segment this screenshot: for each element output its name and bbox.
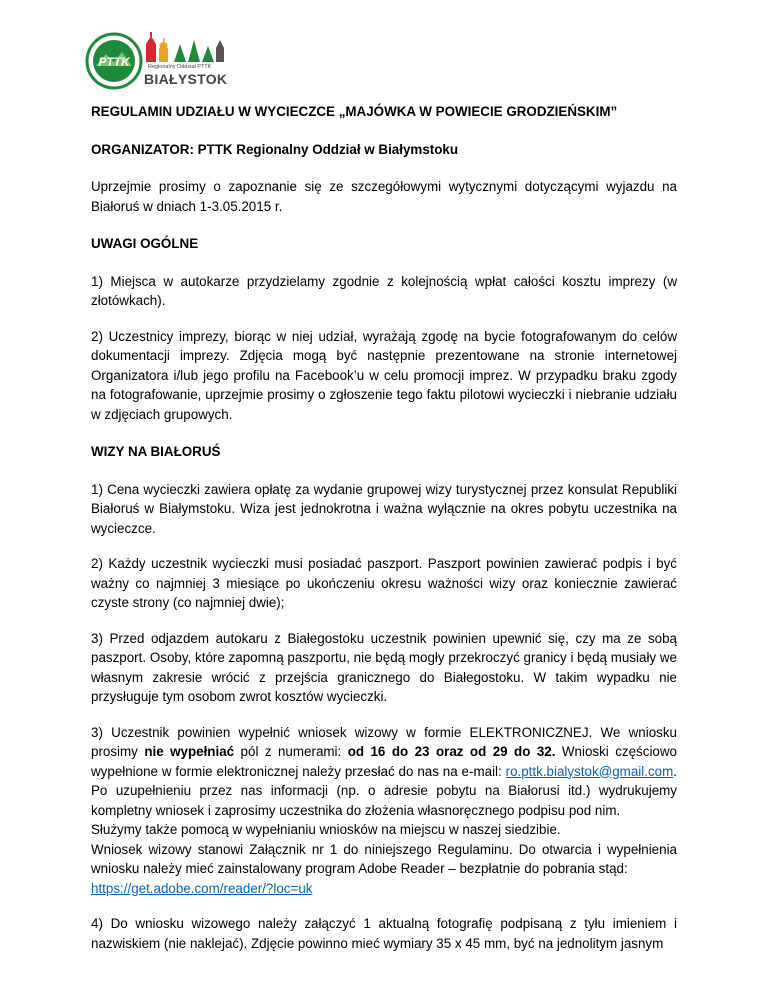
visas-paragraph-2: 2) Każdy uczestnik wycieczki musi posiadać paszport. Paszport powinien zawierać podpis i być ważny co najmniej 3 miesiące po ukończeniu okresu ważności wizy oraz koniecznie zawierać czyste strony (co najmniej dwie); — [91, 556, 677, 610]
p4-text-a: 3) Uczestnik powinien wypełnić wniosek wizowy w formie ELEKTRONICZNEJ. We wniosku prosimy — [91, 724, 677, 759]
svg-text:PTTK: PTTK — [98, 55, 130, 69]
visas-paragraph-1: 1) Cena wycieczki zawiera opłatę za wydanie grupowej wizy turystycznej przez konsulat Republiki Białoruś w Białymstoku. Wiza jest jednokrotna i ważna wyłącznie na okres pobytu uczestnika na wycieczce. — [91, 481, 677, 536]
p4-text-g: Służymy także pomocą w wypełnianiu wniosków na miejscu w naszej siedzibie. — [91, 822, 561, 837]
general-paragraph-1: 1) Miejsca w autokarze przydzielamy zgodnie z kolejnością wpłat całości kosztu imprezy (w złotówkach). — [91, 273, 677, 308]
visas-paragraph-4 — [91, 723, 677, 899]
document-page — [91, 30, 677, 953]
section-heading-visas: WIZY NA BIAŁORUŚ — [91, 444, 221, 459]
organizer-line: ORGANIZATOR: PTTK Regionalny Oddział w Białymstoku — [91, 141, 459, 157]
email-link[interactable]: ro.pttk.bialystok@gmail.com — [505, 763, 674, 779]
p4-bold-no-fill: nie wypełniać — [144, 744, 235, 759]
section-heading-general: UWAGI OGÓLNE — [91, 236, 199, 251]
p4-text-c: pól z numerami: — [234, 744, 348, 759]
general-paragraph-2: 2) Uczestnicy imprezy, biorąc w niej udział, wyrażają zgodę na bycie fotografowanym do celów dokumentacji imprezy. Zdjęcia mogą być następnie prezentowane na stronie internetowej Organizatora i/lub jego profilu na Facebook’u w celu promocji imprez. W przypadku braku zgody na fotografowanie, uprzejmie prosimy o zgłoszenie tego faktu pilotowi wycieczki i niebranie udziału w zdjęciach grupowych. — [91, 328, 677, 422]
document-title: REGULAMIN UDZIAŁU W WYCIECZCE „MAJÓWKA W POWIECIE GRODZIEŃSKIM” — [91, 104, 618, 119]
logo-subtitle: Regionalny Oddział PTTK — [148, 64, 212, 70]
intro-paragraph: Uprzejmie prosimy o zapoznanie się ze szczegółowymi wytycznymi dotyczącymi wyjazdu na Białoruś w dniach 1-3.05.2015 r. — [91, 179, 677, 214]
visas-paragraph-5: 4) Do wniosku wizowego należy załączyć 1 aktualną fotografię podpisaną z tyłu imieniem i nazwiskiem (nie naklejać). Zdjęcie powinno mieć wymiary 35 x 45 mm, być na jednolitym jasnym — [91, 916, 677, 951]
adobe-reader-link[interactable]: https://get.adobe.com/reader/?loc=uk — [91, 880, 313, 896]
p4-text-f: . Po uzupełnieniu przez nas informacji (np. o adresie pobytu na Białorusi itd.) wydrukujemy kompletny wniosek i zaprosimy uczestnika do złożenia własnoręcznego podpisu pod nim. — [91, 763, 677, 818]
logo-city: BIAŁYSTOK — [144, 71, 228, 87]
visas-paragraph-3: 3) Przed odjazdem autokaru z Białegostoku uczestnik powinien upewnić się, czy ma ze sobą paszport. Osoby, które zapomną paszportu, nie będą mogły przekroczyć granicy i będą musiały we własnym zakresie wrócić z przejścia granicznego do Białegostoku. W takim wypadku nie przysługuje tym osobom zwrot kosztów wycieczki. — [91, 630, 677, 704]
p4-bold-fields: od 16 do 23 oraz od 29 do 32. — [347, 744, 556, 759]
pttk-logo — [84, 30, 244, 92]
p4-text-h: Wniosek wizowy stanowi Załącznik nr 1 do niniejszego Regulaminu. Do otwarcia i wypełnienia wniosku należy mieć zainstalowany program Adobe Reader – bezpłatnie do pobrania stąd: — [91, 841, 677, 876]
p4-text-e: Wnioski częściowo wypełnione w formie elektronicznej należy przesłać do nas na e-mail: — [91, 744, 677, 779]
